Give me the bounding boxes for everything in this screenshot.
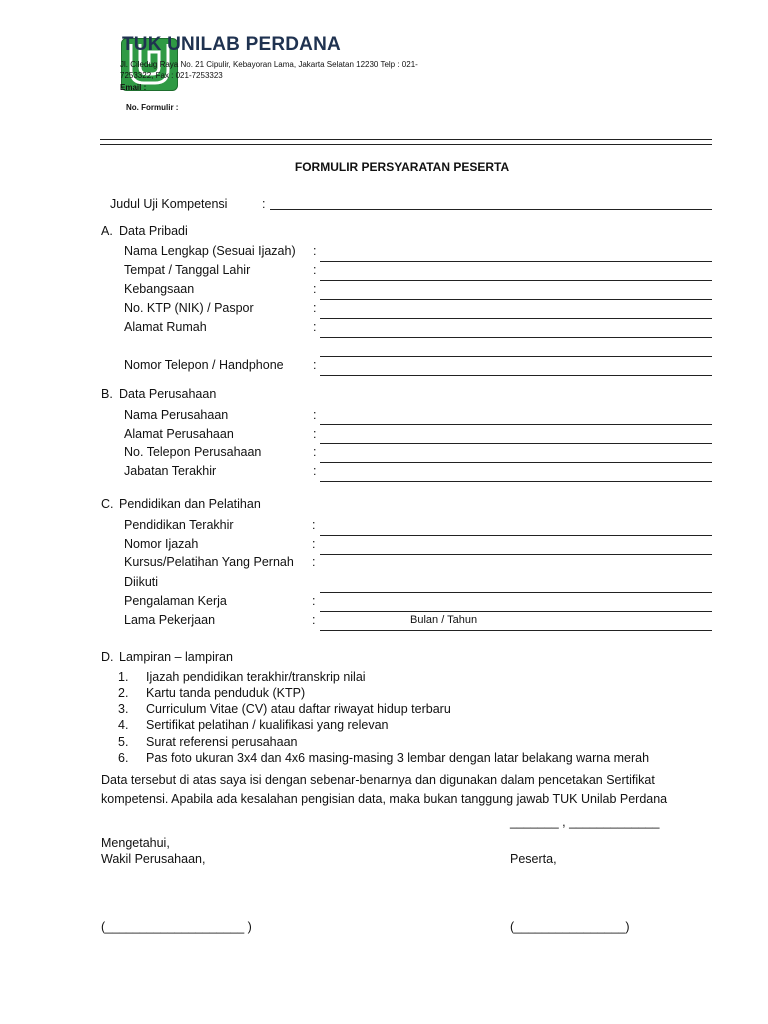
field-label-full-name: Nama Lengkap (Sesuai Ijazah) [124, 244, 296, 258]
field-separator: : [313, 445, 317, 459]
birth-place-date-fill-line [320, 280, 712, 281]
field-label-last-education: Pendidikan Terakhir [124, 518, 234, 532]
address-line-1: Jl. Ciledug Raya No. 21 Cipulir, Kebayoran Lama, Jakarta Selatan 12230 Telp : 021- [120, 60, 418, 69]
section-b-title: Data Perusahaan [119, 387, 217, 401]
field-separator: : [313, 427, 317, 441]
field-separator: : [313, 282, 317, 296]
home-address-fill-line [320, 337, 712, 338]
competency-title-fill-line [270, 209, 712, 210]
section-a-title: Data Pribadi [119, 224, 188, 238]
field-separator: : [312, 518, 316, 532]
section-c-letter: C. [101, 497, 114, 511]
work-duration-hint: Bulan / Tahun [410, 614, 478, 626]
attachment-item: Pas foto ukuran 3x4 dan 4x6 masing-masing 3 lembar dengan latar belakang warna merah [146, 751, 650, 765]
home-address-fill-line-2 [320, 356, 712, 357]
attachment-number: 6. [118, 751, 129, 765]
competency-title-label: Judul Uji Kompetensi [110, 197, 228, 211]
attachment-number: 4. [118, 718, 129, 732]
last-position-fill-line [320, 481, 712, 482]
work-experience-fill-line [320, 611, 712, 612]
field-label-home-address: Alamat Rumah [124, 320, 207, 334]
field-separator: : [313, 408, 317, 422]
phone-fill-line [320, 375, 712, 376]
participant-signature-blank: (________________) [510, 920, 630, 934]
place-date-blank: _______ , _____________ [510, 815, 660, 829]
declaration-line-1: Data tersebut di atas saya isi dengan sebenar-benarnya dan digunakan dalam pencetakan Sertifikat [101, 773, 655, 787]
header-rule-bottom [100, 144, 712, 145]
attachment-number: 5. [118, 735, 129, 749]
field-separator: : [312, 594, 316, 608]
attachment-number: 3. [118, 702, 129, 716]
field-separator: : [312, 555, 316, 569]
form-number-label: No. Formulir : [126, 103, 179, 112]
attachment-item: Ijazah pendidikan terakhir/transkrip nilai [146, 670, 366, 684]
id-number-fill-line [320, 318, 712, 319]
field-label-work-duration: Lama Pekerjaan [124, 613, 216, 627]
courses-taken-fill-line [320, 592, 712, 593]
field-label-birth-place-date: Tempat / Tanggal Lahir [124, 263, 251, 277]
company-representative-label: Wakil Perusahaan, [101, 852, 206, 866]
attachment-item: Kartu tanda penduduk (KTP) [146, 686, 306, 700]
field-separator: : [313, 244, 317, 258]
company-address-fill-line [320, 443, 712, 444]
field-separator: : [262, 197, 266, 211]
field-separator: : [312, 537, 316, 551]
field-separator: : [313, 263, 317, 277]
field-separator: : [313, 301, 317, 315]
section-d-title: Lampiran – lampiran [119, 650, 233, 664]
field-label-id-number: No. KTP (NIK) / Paspor [124, 301, 254, 315]
field-label-diploma-number: Nomor Ijazah [124, 537, 199, 551]
nationality-fill-line [320, 299, 712, 300]
field-label-last-position: Jabatan Terakhir [124, 464, 217, 478]
diploma-number-fill-line [320, 554, 712, 555]
organization-name: TUK UNILAB PERDANA [122, 34, 341, 55]
section-c-title: Pendidikan dan Pelatihan [119, 497, 261, 511]
attachment-item: Curriculum Vitae (CV) atau daftar riwayat hidup terbaru [146, 702, 451, 716]
header-rule-top [100, 139, 712, 140]
field-label-nationality: Kebangsaan [124, 282, 195, 296]
company-representative-signature-blank: (____________________ ) [101, 920, 252, 934]
section-b-letter: B. [101, 387, 113, 401]
last-education-fill-line [320, 535, 712, 536]
attachment-number: 2. [118, 686, 129, 700]
field-separator: : [313, 464, 317, 478]
field-label-work-experience: Pengalaman Kerja [124, 594, 227, 608]
field-separator: : [313, 358, 317, 372]
field-label-company-name: Nama Perusahaan [124, 408, 229, 422]
acknowledged-label: Mengetahui, [101, 836, 170, 850]
address-line-2: 7253322, Fax : 021-7253323 [120, 71, 223, 80]
participant-label: Peserta, [510, 852, 557, 866]
field-label-courses-taken: Kursus/Pelatihan Yang Pernah [124, 555, 294, 569]
attachment-item: Surat referensi perusahaan [146, 735, 298, 749]
attachment-number: 1. [118, 670, 129, 684]
field-separator: : [313, 320, 317, 334]
form-title: FORMULIR PERSYARATAN PESERTA [294, 160, 510, 174]
section-a-letter: A. [101, 224, 113, 238]
section-d-letter: D. [101, 650, 114, 664]
field-separator: : [312, 613, 316, 627]
attachment-item: Sertifikat pelatihan / kualifikasi yang relevan [146, 718, 389, 732]
field-label-company-phone: No. Telepon Perusahaan [124, 445, 262, 459]
full-name-fill-line [320, 261, 712, 262]
company-phone-fill-line [320, 462, 712, 463]
field-label-courses-continuation: Diikuti [124, 575, 159, 589]
work-duration-fill-line [320, 630, 712, 631]
field-label-company-address: Alamat Perusahaan [124, 427, 234, 441]
field-label-phone: Nomor Telepon / Handphone [124, 358, 284, 372]
company-name-fill-line [320, 424, 712, 425]
declaration-line-2: kompetensi. Apabila ada kesalahan pengisian data, maka bukan tanggung jawab TUK Unilab Perdana [101, 792, 668, 806]
email-label: Email : [120, 83, 147, 92]
